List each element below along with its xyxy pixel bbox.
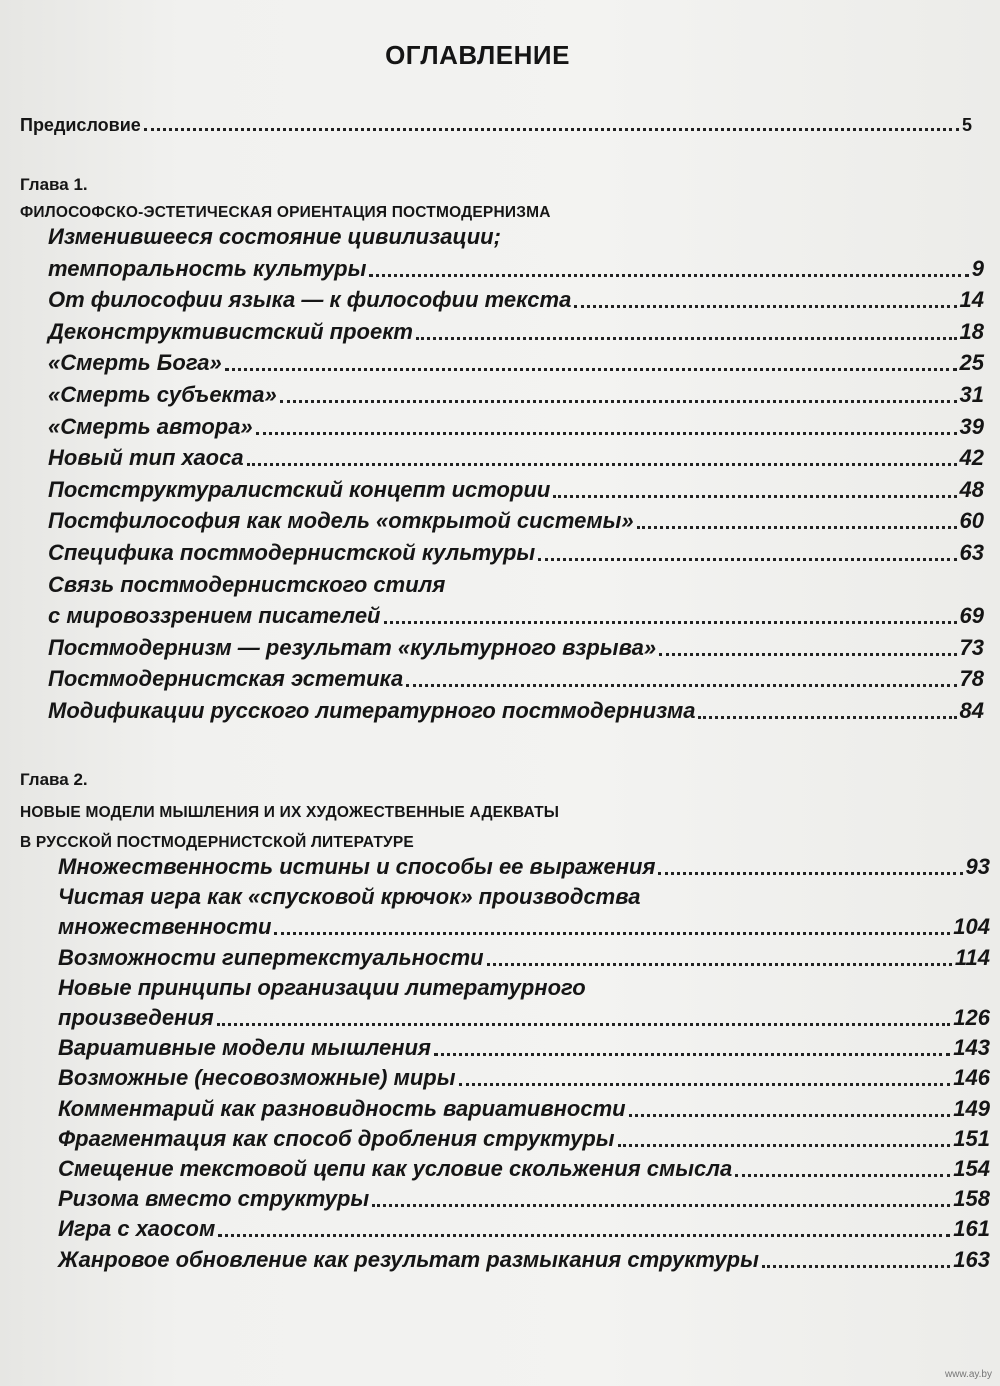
- dot-leader: [384, 621, 957, 624]
- page-number: 73: [959, 635, 984, 660]
- dot-leader: [416, 337, 957, 340]
- page-number: 42: [959, 445, 984, 470]
- dot-leader: [553, 495, 956, 498]
- toc-entry-row: [48, 660, 984, 692]
- toc-entry-row: [48, 629, 984, 661]
- toc-entry-label: Модификации русского литературного постмодернизма: [48, 698, 696, 723]
- page-number: 31: [959, 382, 984, 407]
- chapter-title-text: НОВЫЕ МОДЕЛИ МЫШЛЕНИЯ И ИХ ХУДОЖЕСТВЕННЫЕ АДЕКВАТЫ: [20, 804, 560, 821]
- page-number: 60: [959, 508, 984, 533]
- page-number: 146: [953, 1065, 990, 1090]
- toc-entry-label: «Смерть субъекта»: [48, 382, 277, 407]
- toc-entry-row: [58, 878, 990, 910]
- toc-entry-label: Игра с хаосом: [58, 1216, 216, 1241]
- dot-leader: [487, 963, 952, 966]
- dot-leader: [280, 400, 957, 403]
- toc-entry-label: Изменившееся состояние цивилизации;: [48, 224, 501, 249]
- page-number: 104: [953, 914, 990, 939]
- toc-entry-row: [48, 218, 984, 250]
- toc-entry-row: [58, 1120, 990, 1152]
- toc-entry-row: [58, 1029, 990, 1061]
- page-number: 149: [953, 1096, 990, 1121]
- toc-entry-label: Смещение текстовой цепи как условие скольжения смысла: [58, 1156, 733, 1181]
- toc-entry-row: [48, 534, 984, 566]
- dot-leader: [256, 432, 957, 435]
- page-number: 154: [953, 1156, 990, 1181]
- page-number: 143: [953, 1035, 990, 1060]
- page-number: 84: [959, 698, 984, 723]
- page-number: 9: [971, 256, 984, 281]
- toc-entry-label: От философии языка — к философии текста: [48, 287, 572, 312]
- chapter-title: [20, 790, 972, 822]
- toc-preface-row: [20, 104, 972, 136]
- dot-leader: [372, 1204, 950, 1207]
- page-number: 5: [961, 115, 972, 135]
- dot-leader: [434, 1053, 950, 1056]
- toc-entry-label: Ризома вместо структуры: [58, 1186, 370, 1211]
- toc-entry-row: [58, 939, 990, 971]
- toc-entry-label: Связь постмодернистского стиля: [48, 572, 446, 597]
- toc-entry-label: Постмодернистская эстетика: [48, 666, 404, 691]
- toc-entry-label: Специфика постмодернистской культуры: [48, 540, 536, 565]
- toc-entry-label: «Смерть автора»: [48, 414, 253, 439]
- dot-leader: [406, 684, 956, 687]
- page-number: 158: [953, 1186, 990, 1211]
- toc-entry-row: [58, 1090, 990, 1122]
- toc-entry-row: [48, 313, 984, 345]
- dot-leader: [459, 1083, 951, 1086]
- toc-entry-label: Чистая игра как «спусковой крючок» производства: [58, 884, 641, 909]
- dot-leader: [247, 463, 957, 466]
- dot-leader: [762, 1265, 950, 1268]
- dot-leader: [225, 368, 957, 371]
- page-number: 114: [954, 945, 990, 970]
- page-number: 39: [959, 414, 984, 439]
- toc-entry-label: множественности: [58, 914, 272, 939]
- toc-entry-row: [58, 1150, 990, 1182]
- toc-entry-row: [48, 566, 984, 598]
- toc-entry-row: [58, 999, 990, 1031]
- toc-entry-label: Новые принципы организации литературного: [58, 975, 586, 1000]
- toc-entry-label: Множественность истины и способы ее выражения: [58, 854, 656, 879]
- dot-leader: [735, 1174, 950, 1177]
- dot-leader: [217, 1023, 951, 1026]
- toc-entry-label: Деконструктивистский проект: [48, 319, 413, 344]
- dot-leader: [659, 653, 956, 656]
- dot-leader: [637, 526, 957, 529]
- toc-entry-label: Глава 1.: [20, 175, 88, 194]
- page-number: 63: [959, 540, 984, 565]
- page-number: 14: [959, 287, 984, 312]
- chapter-title-text: ФИЛОСОФСКО-ЭСТЕТИЧЕСКАЯ ОРИЕНТАЦИЯ ПОСТМОДЕРНИЗМА: [20, 204, 551, 221]
- dot-leader: [274, 932, 950, 935]
- toc-entry-label: Вариативные модели мышления: [58, 1035, 431, 1060]
- chapter-title-text: В РУССКОЙ ПОСТМОДЕРНИСТСКОЙ ЛИТЕРАТУРЕ: [20, 834, 414, 851]
- toc-entry-label: произведения: [58, 1005, 214, 1030]
- toc-entry-label: Новый тип хаоса: [48, 445, 244, 470]
- toc-entry-row: [48, 597, 984, 629]
- page-number: 69: [959, 603, 984, 628]
- dot-leader: [618, 1144, 951, 1147]
- toc-entry-label: Постмодернизм — результат «культурного взрыва»: [48, 635, 657, 660]
- toc-entry-row: [48, 439, 984, 471]
- dot-leader: [658, 872, 962, 875]
- toc-entry-label: «Смерть Бога»: [48, 350, 222, 375]
- toc-entry-row: [58, 1241, 990, 1273]
- toc-entry-row: [58, 908, 990, 940]
- chapter-heading: [20, 758, 972, 790]
- page-number: 161: [953, 1216, 990, 1241]
- toc-entry-row: [48, 250, 984, 282]
- toc-entry-row: [48, 471, 984, 503]
- toc-entry-row: [58, 1180, 990, 1212]
- dot-leader: [369, 274, 968, 277]
- toc-entry-label: с мировоззрением писателей: [48, 603, 381, 628]
- page-number: 126: [953, 1005, 990, 1030]
- page-number: 48: [959, 477, 984, 502]
- toc-entry-label: Возможные (несовозможные) миры: [58, 1065, 456, 1090]
- page-title: ОГЛАВЛЕНИЕ: [385, 40, 570, 70]
- toc-entry-row: [58, 1210, 990, 1242]
- page-number: 93: [965, 854, 990, 879]
- toc-entry-row: [48, 502, 984, 534]
- dot-leader: [629, 1114, 951, 1117]
- page-number: 163: [953, 1247, 990, 1272]
- toc-entry-row: [48, 344, 984, 376]
- dot-leader: [218, 1234, 950, 1237]
- dot-leader: [538, 558, 956, 561]
- toc-entry-label: Фрагментация как способ дробления структуры: [58, 1126, 615, 1151]
- toc-entry-row: [48, 692, 984, 724]
- toc-entry-label: Комментарий как разновидность вариативности: [58, 1096, 626, 1121]
- toc-entry-row: [48, 281, 984, 313]
- toc-entry-label: Постфилософия как модель «открытой системы»: [48, 508, 634, 533]
- toc-entry-row: [58, 1059, 990, 1091]
- dot-leader: [574, 305, 956, 308]
- toc-entry-row: [48, 408, 984, 440]
- toc-entry-row: [58, 848, 990, 880]
- toc-entry-label: темпоральность культуры: [48, 256, 367, 281]
- toc-entry-label: Предисловие: [20, 115, 141, 135]
- toc-entry-label: Возможности гипертекстуальности: [58, 945, 484, 970]
- toc-entry-label: Глава 2.: [20, 770, 88, 789]
- dot-leader: [144, 128, 959, 131]
- page-number: 151: [953, 1126, 990, 1151]
- page-number: 25: [959, 350, 984, 375]
- page-number: 78: [959, 666, 984, 691]
- watermark-text: www.ay.by: [944, 1369, 992, 1380]
- page-number: 18: [959, 319, 984, 344]
- toc-entry-row: [58, 969, 990, 1001]
- toc-entry-label: Жанровое обновление как результат размыкания структуры: [58, 1247, 759, 1272]
- toc-entry-row: [48, 376, 984, 408]
- dot-leader: [698, 716, 956, 719]
- toc-entry-label: Постструктуралистский концепт истории: [48, 477, 551, 502]
